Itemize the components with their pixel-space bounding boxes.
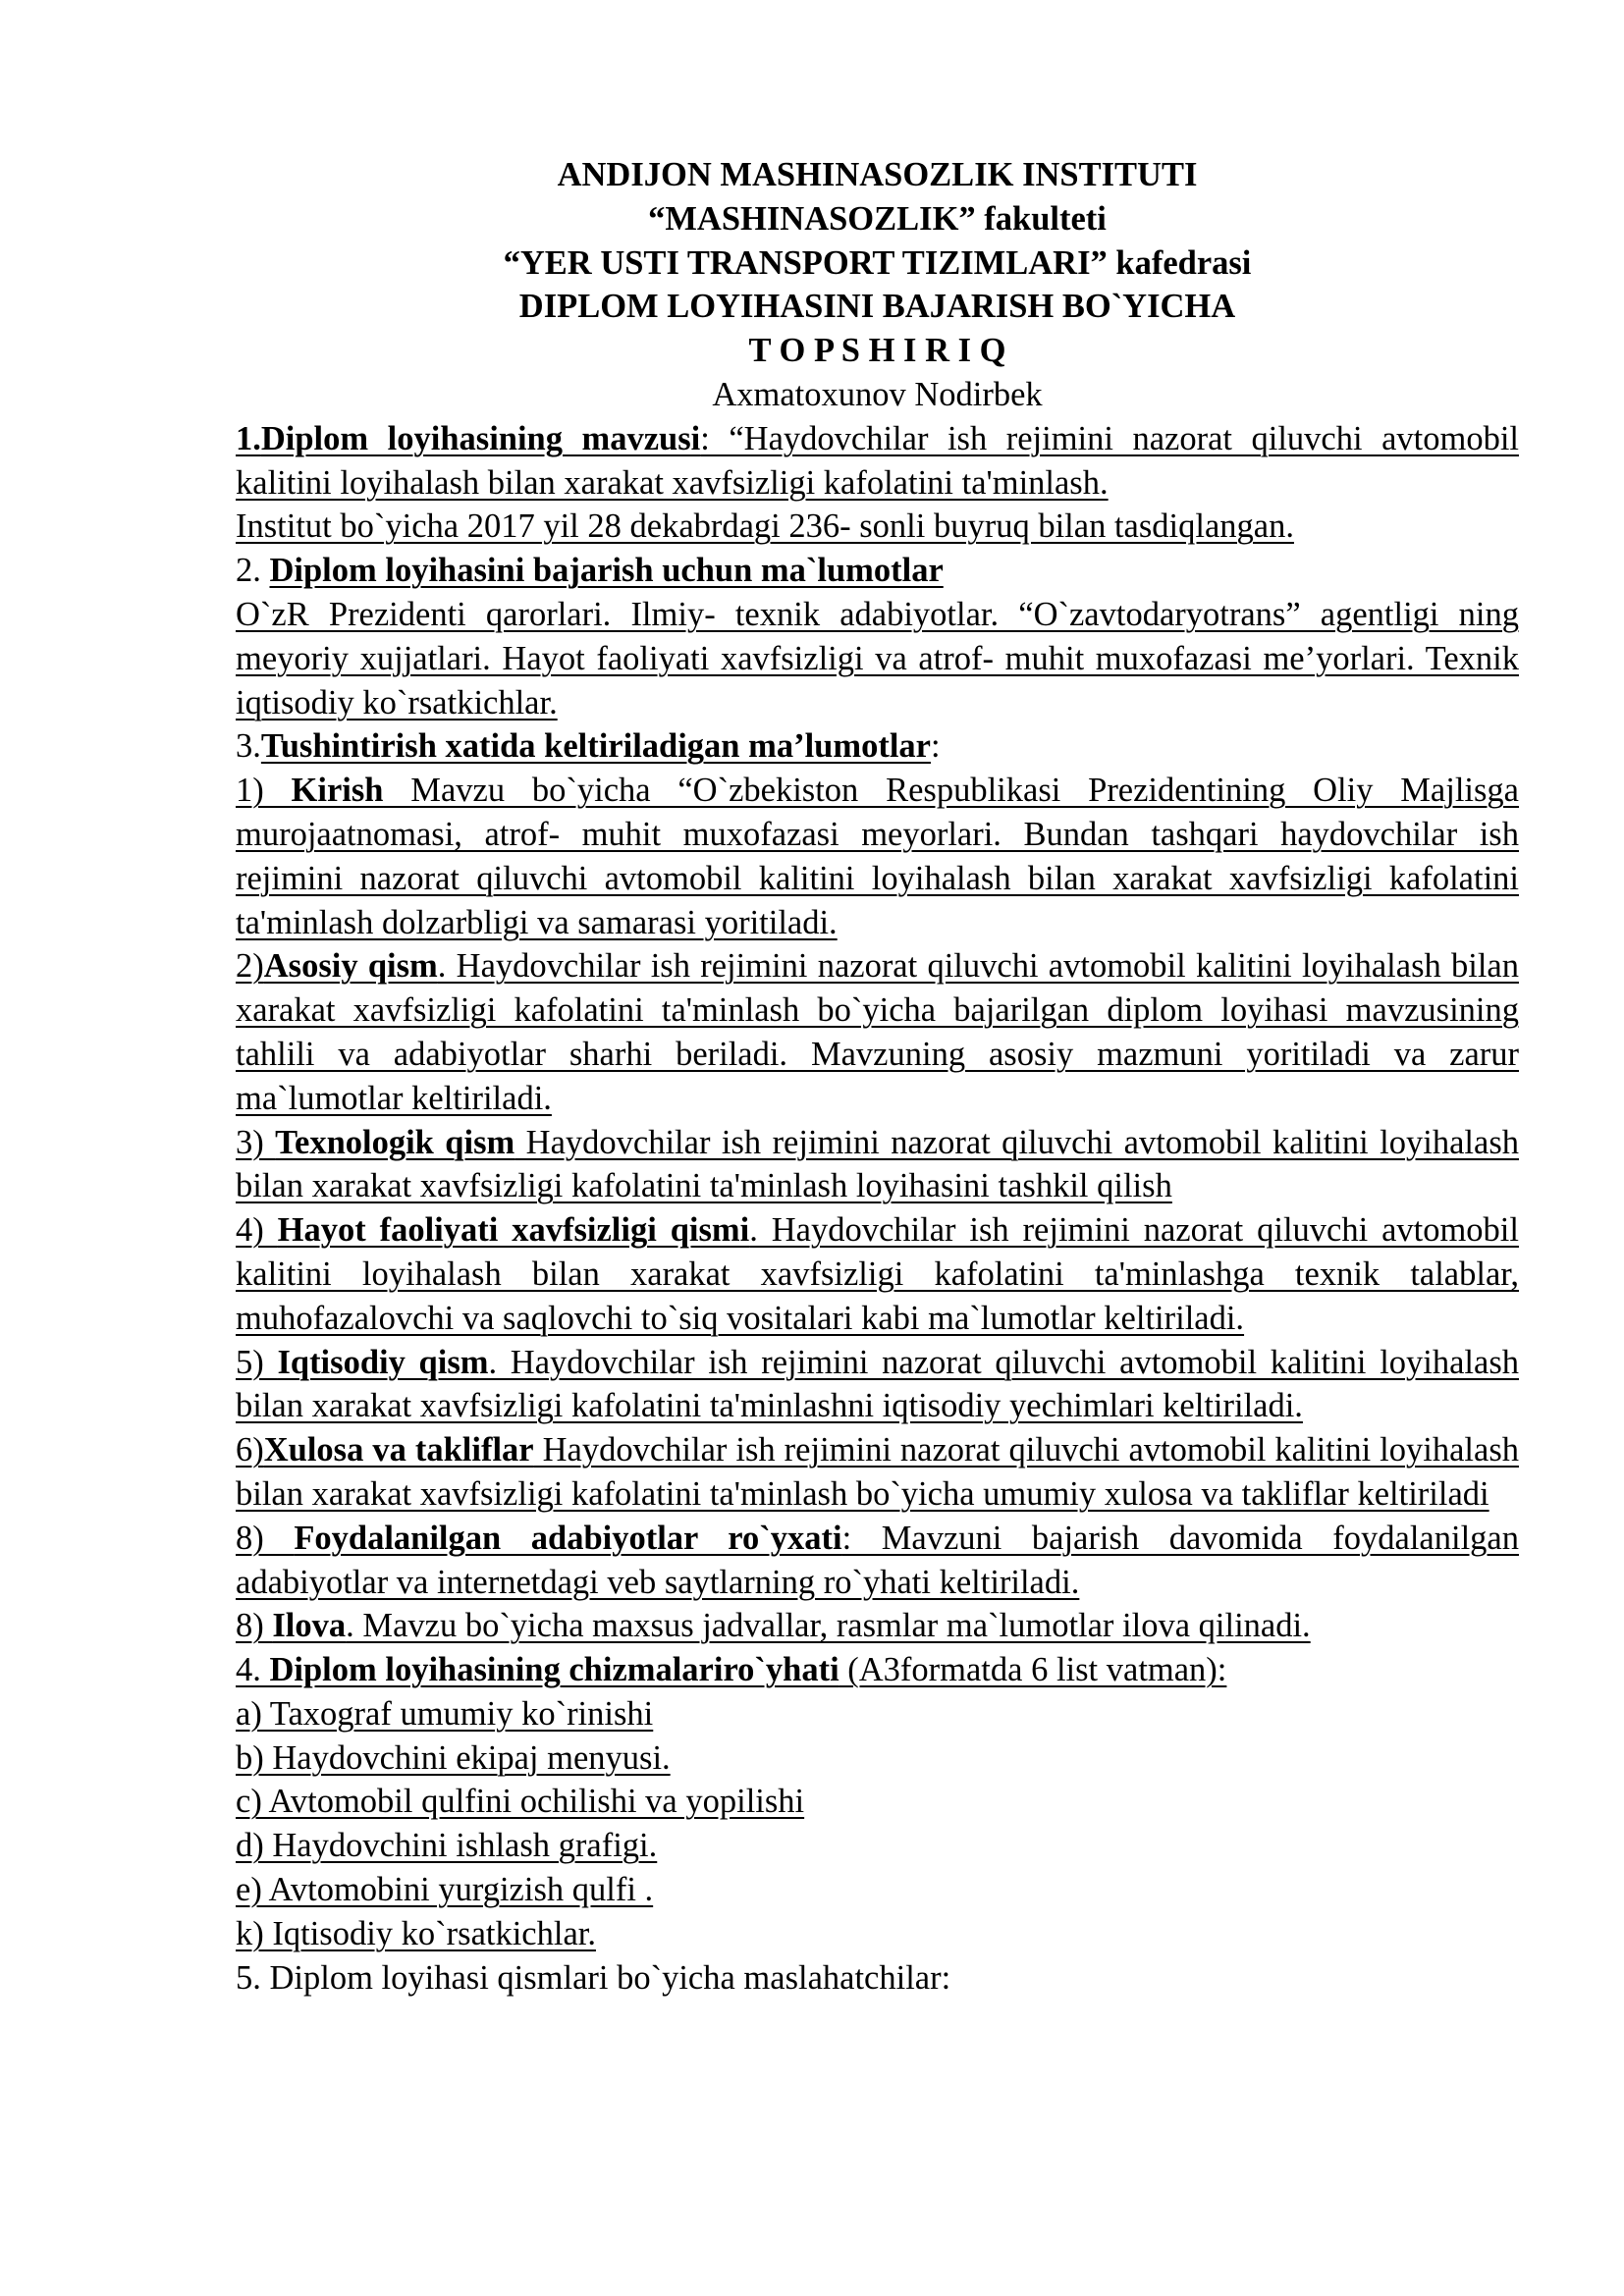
drawing-list-item xyxy=(236,1824,1519,1868)
section-3-item-main-part xyxy=(236,944,1519,1120)
drawing-list-item-text: d) Haydovchini ishlash grafigi. xyxy=(236,1827,658,1865)
drawing-list-item-text: b) Haydovchini ekipaj menyusi. xyxy=(236,1738,671,1777)
section-3-item-appendix xyxy=(236,1604,1519,1648)
student-name: Axmatoxunov Nodirbek xyxy=(712,375,1043,413)
item-text: . Haydovchilar ish rejimini nazorat qiluvchi avtomobil kalitini loyihalash bilan xarakat xavfsizligi kafolatini ta'minlashni iqtisodiy yechimlari keltiriladi. xyxy=(236,1343,1520,1425)
section-4-heading xyxy=(236,1648,1519,1692)
drawing-list-item xyxy=(236,1692,1519,1736)
item-title: Foydalanilgan adabiyotlar ro`yxati xyxy=(294,1519,842,1557)
item-text: Haydovchilar ish rejimini nazorat qiluvchi avtomobil kalitini loyihalash bilan xarakat xavfsizligi kafolatini ta'minlash loyihasini tashkil qilish xyxy=(236,1123,1519,1205)
section-3-colon: : xyxy=(931,727,941,766)
section-2-title: Diplom loyihasini bajarish uchun ma`lumotlar xyxy=(269,552,944,590)
item-text: : Mavzuni bajarish davomida foydalanilgan adabiyotlar va internetdagi veb saytlarning ro`yhati keltiriladi. xyxy=(236,1519,1519,1601)
section-3-heading xyxy=(236,724,1519,769)
item-number: 4) xyxy=(236,1211,278,1250)
drawing-list-item-text: e) Avtomobini yurgizish qulfi . xyxy=(236,1871,654,1909)
section-4-title: Diplom loyihasining chizmalariro`yhati xyxy=(269,1651,839,1689)
department-name: “YER USTI TRANSPORT TIZIMLARI” kafedrasi xyxy=(503,243,1252,282)
item-number: 5) xyxy=(236,1343,278,1381)
section-4-number: 4. xyxy=(236,1651,270,1689)
document-page xyxy=(236,153,1519,2000)
document-subject: DIPLOM LOYIHASINI BAJARISH BO`YICHA xyxy=(518,288,1236,326)
institute-name: ANDIJON MASHINASOZLIK INSTITUTI xyxy=(557,156,1198,193)
item-number: 6) xyxy=(236,1431,264,1469)
section-2-text: O`zR Prezidenti qarorlari. Ilmiy- texnik adabiyotlar. “O`zavtodaryotrans” agentligi ning meyoriy xujjatlari. Hayot faoliyati xavfsizligi va atrof- muhit muxofazasi me’yorlari. Texnik iqtisodiy ko`rsatkichlar. xyxy=(236,595,1519,721)
section-3-item-economy-part xyxy=(236,1341,1519,1429)
item-text: Haydovchilar ish rejimini nazorat qiluvchi avtomobil kalitini loyihalash bilan xarakat xavfsizligi kafolatini ta'minlash bo`yicha umumiy xulosa va takliflar keltiriladi xyxy=(236,1431,1519,1513)
section-2-heading xyxy=(236,549,1519,593)
item-text: . Haydovchilar ish rejimini nazorat qiluvchi avtomobil kalitini loyihalash bilan xarakat xavfsizligi kafolatini ta'minlash bo`yicha bajarilgan diplom loyihasi mavzusining tahlili va adabiyotlar sharhi beriladi. Mavzuning asosiy mazmuni yoritiladi va zarur ma`lumotlar keltiriladi. xyxy=(236,947,1519,1117)
section-1-topic xyxy=(236,417,1519,506)
section-5-consultants: 5. Diplom loyihasi qismlari bo`yicha maslahatchilar: xyxy=(236,1958,951,1997)
section-1-text: : “Haydovchilar ish rejimini nazorat qiluvchi avtomobil kalitini loyihalash bilan xarakat xavfsizligi kafolatini ta'minlash. xyxy=(236,419,1519,502)
section-3-item-introduction xyxy=(236,769,1519,944)
section-3-number: 3. xyxy=(236,727,261,766)
item-text: . Mavzu bo`yicha maxsus jadvallar, rasmlar ma`lumotlar ilova qilinadi. xyxy=(346,1607,1311,1645)
item-number: 1) xyxy=(236,772,292,810)
item-title: Ilova xyxy=(272,1607,347,1645)
drawing-list-item xyxy=(236,1780,1519,1824)
section-1-title: Diplom loyihasining mavzusi xyxy=(260,419,701,457)
item-title: Kirish xyxy=(291,772,384,810)
item-title: Texnologik qism xyxy=(275,1123,515,1161)
item-number: 2) xyxy=(236,947,264,986)
item-number: 8) xyxy=(236,1519,295,1557)
item-text: Mavzu bo`yicha “O`zbekiston Respublikasi Prezidentining Oliy Majlisga murojaatnomasi, atrof- muhit muxofazasi meyorlari. Bundan tashqari haydovchilar ish rejimini nazorat qiluvchi avtomobil kalitini loyihalash bilan xarakat xavfsizligi kafolatini ta'minlash dolzarbligi va samarasi yoritiladi. xyxy=(236,772,1519,941)
item-number: 8) xyxy=(236,1607,273,1645)
drawing-list-item xyxy=(236,1868,1519,1912)
section-4-suffix: (A3formatda 6 list vatman): xyxy=(839,1651,1227,1689)
section-3-item-references xyxy=(236,1517,1519,1605)
section-3-title: Tushintirish xatida keltiriladigan ma’lumotlar xyxy=(260,727,931,766)
item-text: . Haydovchilar ish rejimini nazorat qiluvchi avtomobil kalitini loyihalash bilan xarakat xavfsizligi kafolatini ta'minlashga texnik talablar, muhofazalovchi va saqlovchi to`siq vositalari kabi ma`lumotlar keltiriladi. xyxy=(236,1211,1519,1337)
item-title: Xulosa va takliflar xyxy=(263,1431,534,1469)
drawing-list-item xyxy=(236,1736,1519,1781)
section-2-number: 2. xyxy=(236,552,270,590)
item-title: Asosiy qism xyxy=(263,947,438,986)
item-title: Iqtisodiy qism xyxy=(277,1343,489,1381)
document-title: T O P S H I R I Q xyxy=(748,332,1006,370)
item-number: 3) xyxy=(236,1123,276,1161)
section-3-item-safety-part xyxy=(236,1208,1519,1340)
section-1-number: 1. xyxy=(236,419,261,457)
item-title: Hayot faoliyati xavfsizligi qismi xyxy=(277,1211,750,1250)
section-3-item-conclusion xyxy=(236,1428,1519,1517)
drawing-list-item-text: k) Iqtisodiy ko`rsatkichlar. xyxy=(236,1914,596,1952)
section-3-item-technology-part xyxy=(236,1121,1519,1209)
faculty-name: “MASHINASOZLIK” fakulteti xyxy=(648,199,1107,238)
drawing-list-item-text: a) Taxograf umumiy ko`rinishi xyxy=(236,1694,654,1733)
drawing-list-item-text: c) Avtomobil qulfini ochilishi va yopilishi xyxy=(236,1783,805,1821)
section-1-order: Institut bo`yicha 2017 yil 28 dekabrdagi 236- sonli buyruq bilan tasdiqlangan. xyxy=(236,507,1294,546)
drawing-list-item xyxy=(236,1912,1519,1956)
